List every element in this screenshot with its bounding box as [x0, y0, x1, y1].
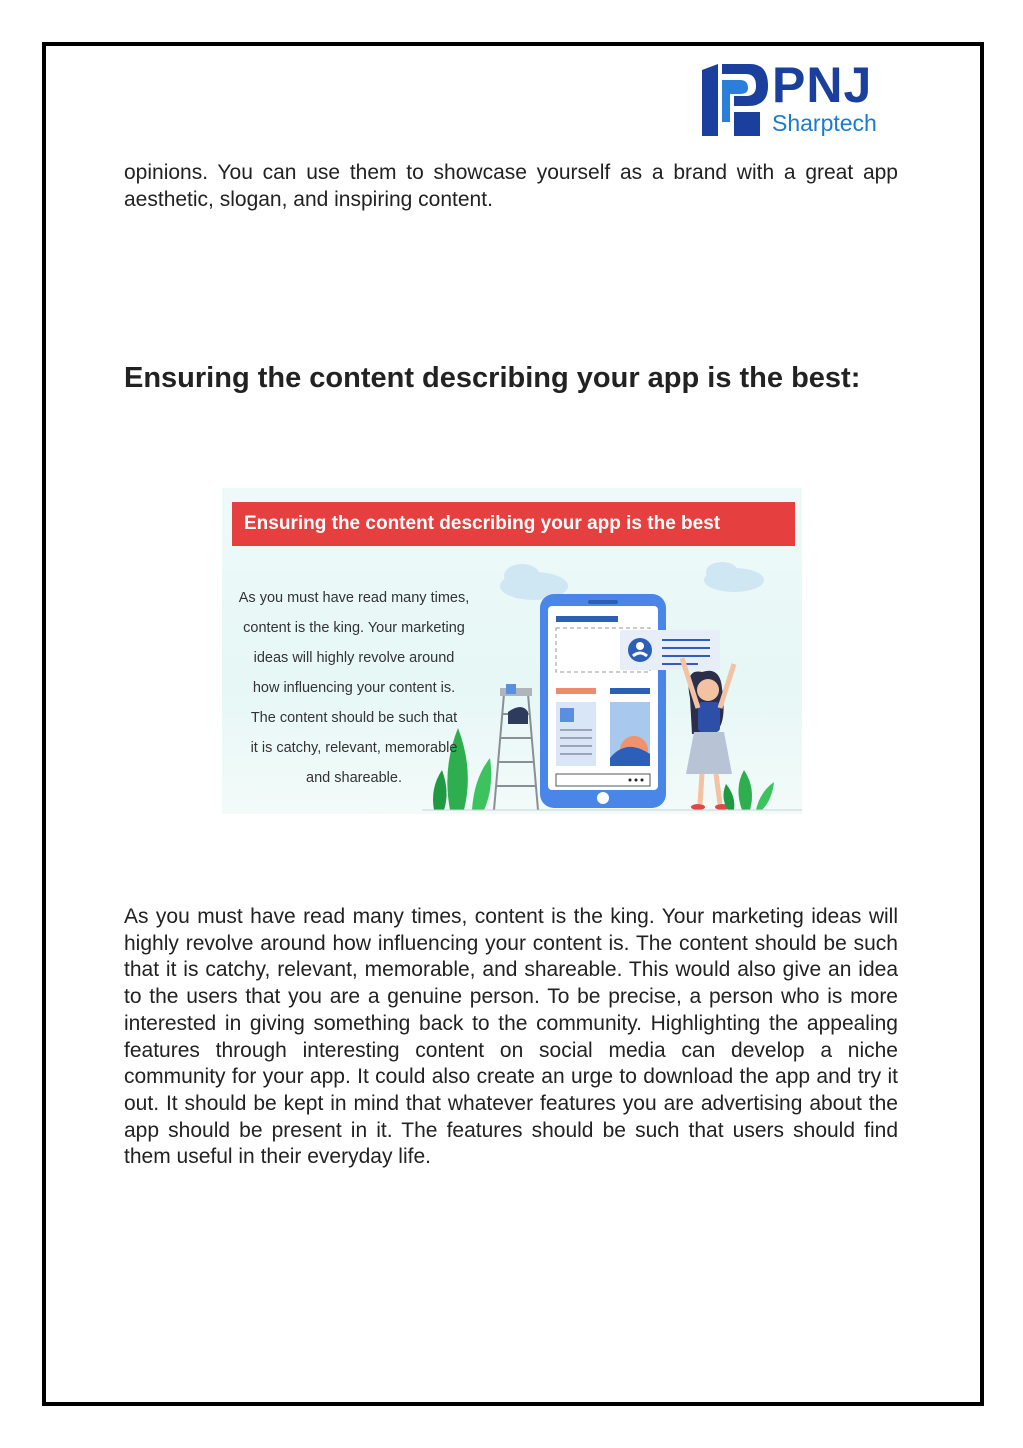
caption-line: The content should be such that [250, 710, 458, 726]
illustration-caption [226, 583, 482, 793]
caption-line: As you must have read many times, [238, 590, 470, 606]
profile-card-icon [620, 630, 720, 670]
brand-logo [700, 57, 890, 142]
logo-sub-text: Sharptech [772, 110, 877, 136]
article-illustration [222, 488, 802, 814]
illustration-banner: Ensuring the content describing your app is the best [232, 502, 795, 546]
plant-right-icon [723, 770, 774, 810]
caption-line: how influencing your content is. [252, 680, 456, 696]
logo-brand-text: PNJ [772, 57, 873, 113]
logo-mark-icon [700, 60, 770, 140]
caption-line: content is the king. Your marketing [243, 620, 465, 636]
caption-line: it is catchy, relevant, memorable [250, 740, 458, 756]
intro-paragraph: opinions. You can use them to showcase yourself as a brand with a great app aesthetic, slogan, and inspiring content. [124, 161, 898, 211]
body-paragraph: As you must have read many times, content is the king. Your marketing ideas will highly revolve around how influencing your content is. The content should be such that it is catchy, relevant, memorable, and shareable. This would also give an idea to the users that you are a genuine person. To be precise, a person who is more interested in giving something back to the community. Highlighting the appealing features through interesting content on social media can develop a niche community for your app. It could also create an urge to download the app and try it out. It should be kept in mind that whatever features you are advertising about the app should be present in it. The features should be such that users should find them useful in their everyday life. [124, 905, 898, 1169]
caption-line: and shareable. [306, 770, 402, 786]
section-heading: Ensuring the content describing your app is the best: [124, 362, 861, 394]
caption-line: ideas will highly revolve around [253, 650, 455, 666]
smartphone-icon [540, 594, 666, 808]
